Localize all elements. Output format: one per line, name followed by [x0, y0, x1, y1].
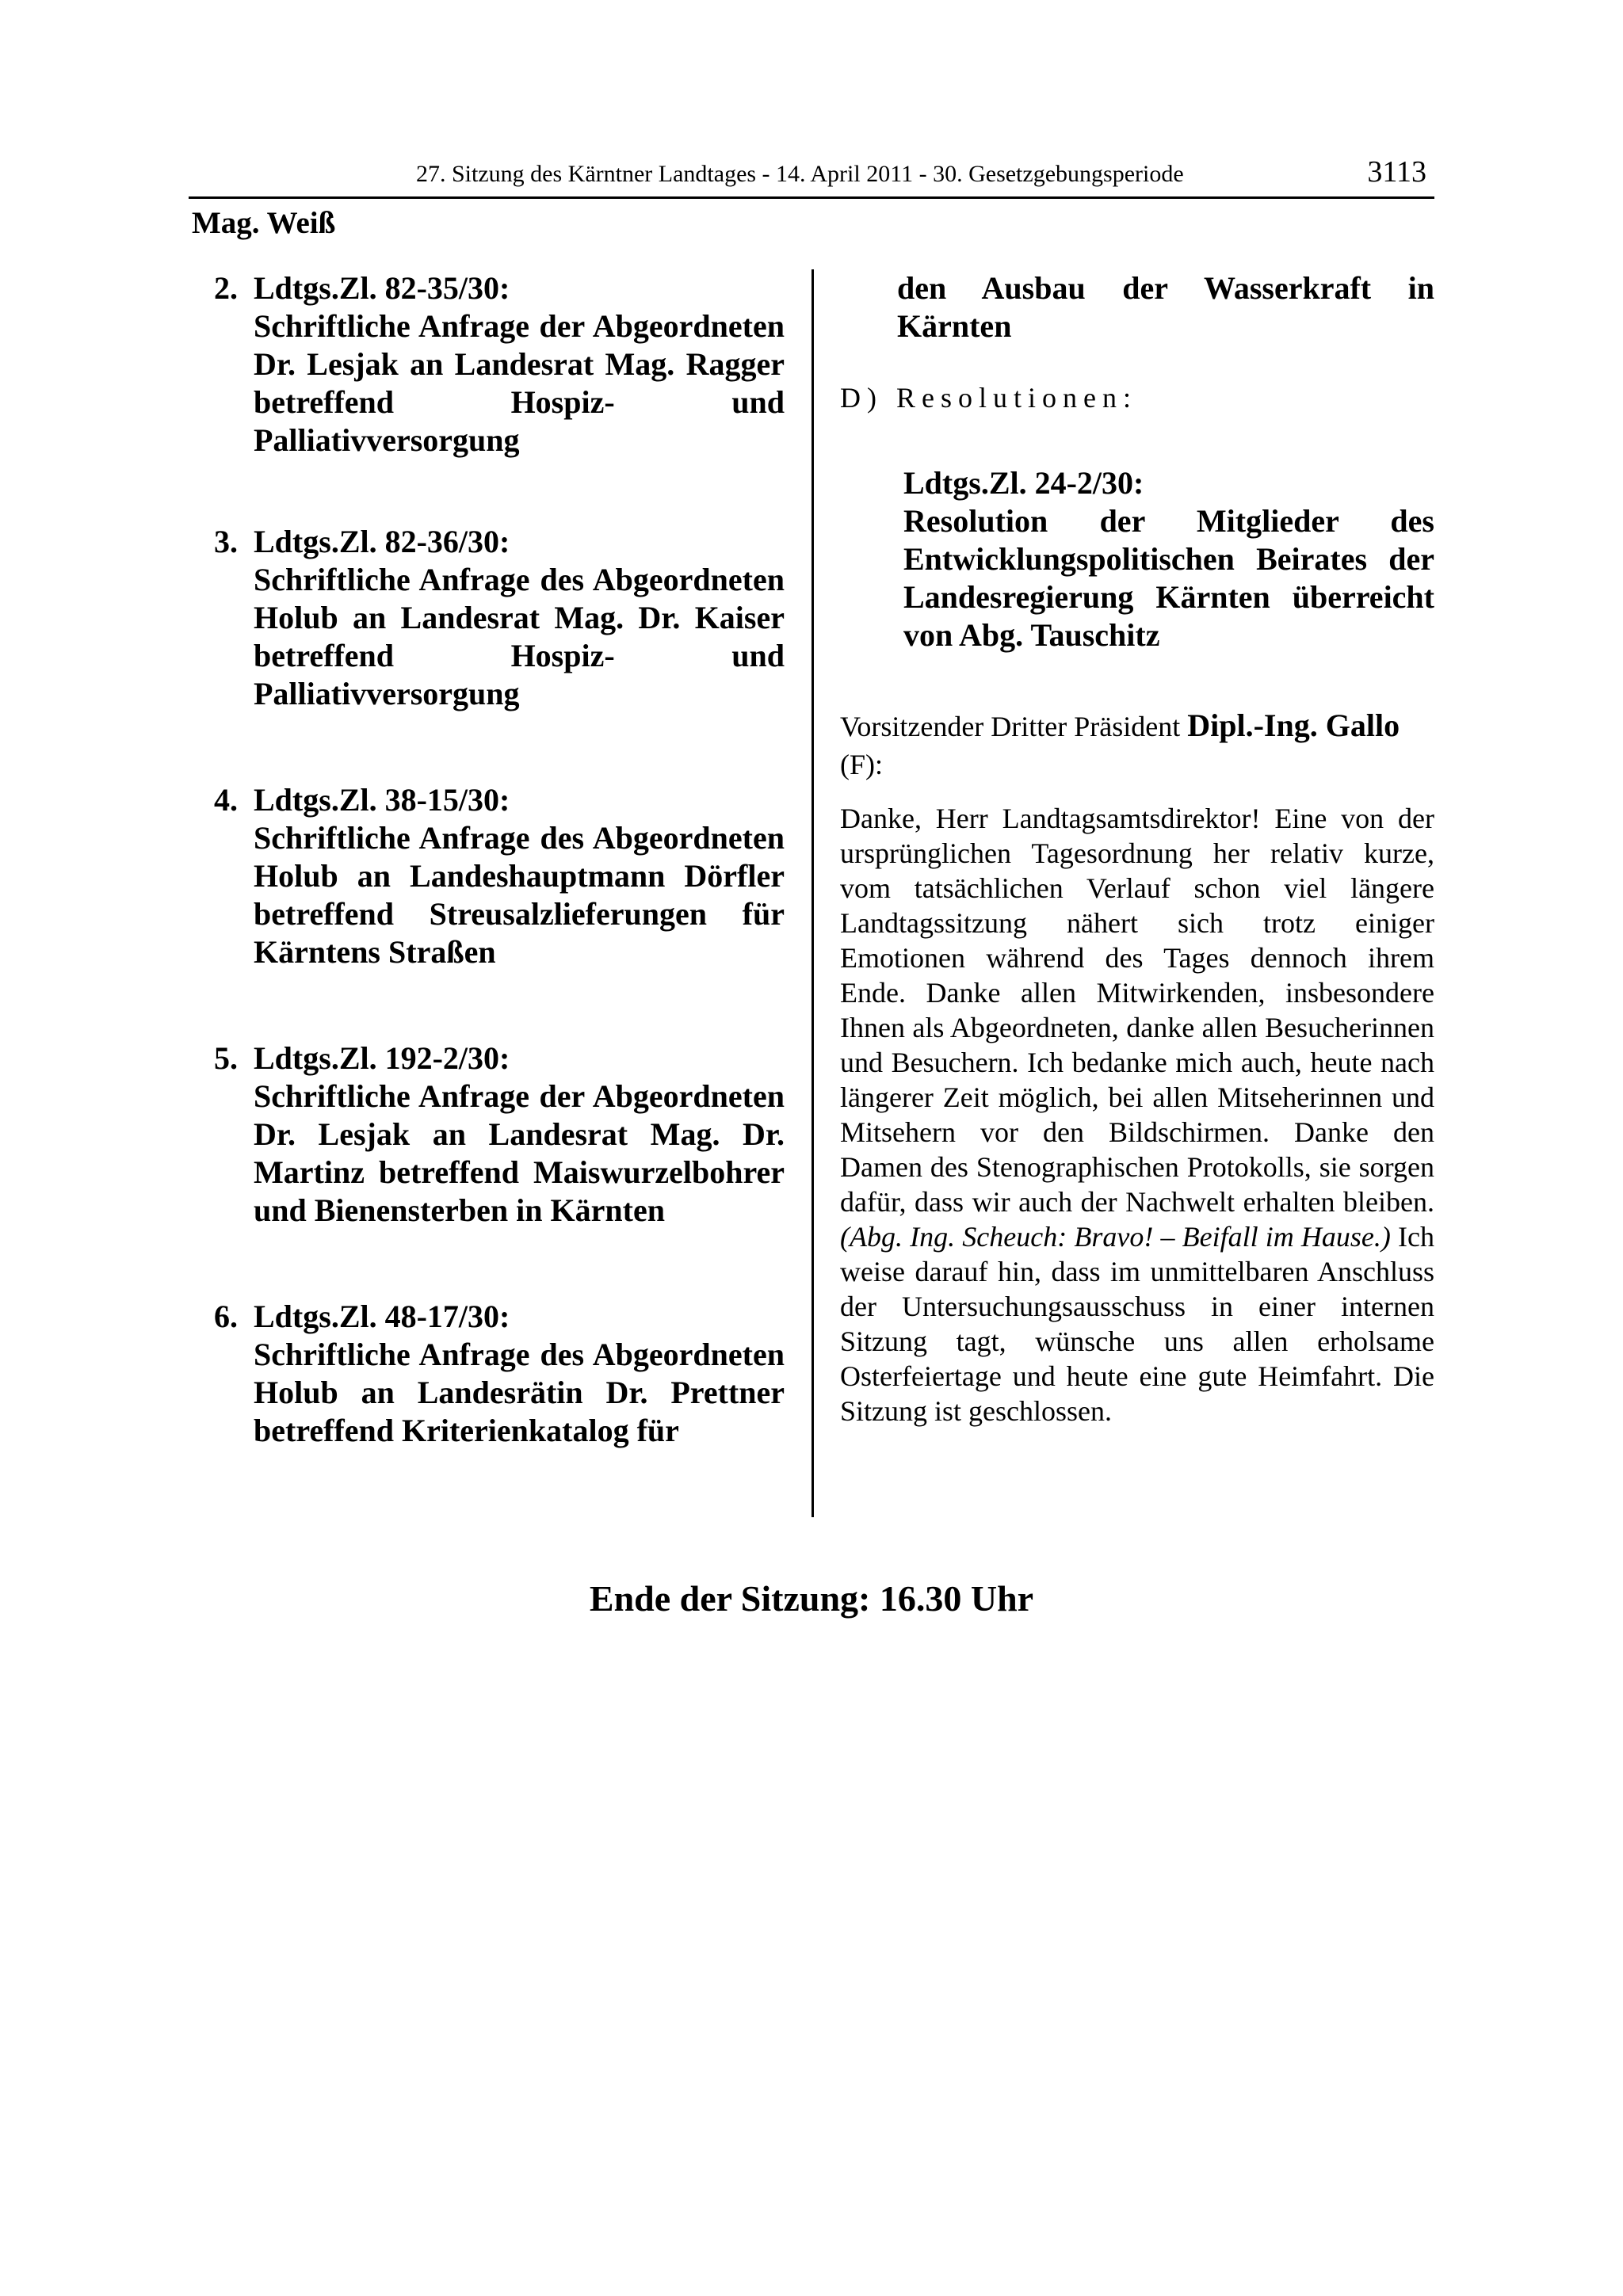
- item-ref: Ldtgs.Zl. 82-35/30:: [254, 270, 510, 306]
- running-speaker-head: Mag. Weiß: [192, 206, 336, 240]
- resolution-item: [840, 464, 1434, 654]
- list-item: [214, 269, 785, 460]
- item-number: 2.: [214, 270, 238, 306]
- item-number: 4.: [214, 782, 238, 818]
- list-item: [214, 1298, 785, 1450]
- list-item: [214, 1039, 785, 1230]
- item-ref: Ldtgs.Zl. 48-17/30:: [254, 1299, 510, 1334]
- resolution-ref: Ldtgs.Zl. 24-2/30:: [903, 465, 1144, 501]
- item-number: 5.: [214, 1040, 238, 1076]
- item-ref: Ldtgs.Zl. 38-15/30:: [254, 782, 510, 818]
- item-text: Schriftliche Anfrage des Abgeordneten Holub an Landesrat Mag. Dr. Kaiser betreffend Hospiz- und Palliativversorgung: [254, 562, 785, 711]
- page-number: 3113: [1367, 155, 1426, 189]
- item-text: Schriftliche Anfrage der Abgeordneten Dr. Lesjak an Landesrat Mag. Ragger betreffend Hospiz- und Palliativversorgung: [254, 308, 785, 458]
- right-column: [840, 269, 1434, 1428]
- list-item: [214, 781, 785, 971]
- item-text: Schriftliche Anfrage des Abgeordneten Holub an Landesrätin Dr. Prettner betreffend Kriterienkatalog für: [254, 1337, 785, 1448]
- column-divider: [812, 269, 814, 1517]
- session-end-line: Ende der Sitzung: 16.30 Uhr: [589, 1578, 1034, 1619]
- speech-text-continued: Ich weise darauf hin, dass im unmittelbaren Anschluss der Untersuchungsausschuss in einer internen Sitzung tagt, wünsche uns allen erholsame Osterfeiertage und heute eine gute Heimfahrt. Die Sitzung ist geschlossen.: [840, 1221, 1434, 1427]
- interjection: (Abg. Ing. Scheuch: Bravo! – Beifall im Hause.): [840, 1221, 1391, 1253]
- speaker-name: Dipl.-Ing. Gallo: [1187, 707, 1400, 743]
- item-ref: Ldtgs.Zl. 192-2/30:: [254, 1040, 510, 1076]
- resolution-text: Resolution der Mitglieder des Entwicklungspolitischen Beirates der Landesregierung Kärnten überreicht von Abg. Tauschitz: [903, 503, 1434, 653]
- item-text: Schriftliche Anfrage des Abgeordneten Holub an Landeshauptmann Dörfler betreffend Streusalzlieferungen für Kärntens Straßen: [254, 820, 785, 970]
- speaker-line: [840, 707, 1434, 784]
- item-number: 6.: [214, 1299, 238, 1334]
- item-text: Schriftliche Anfrage der Abgeordneten Dr. Lesjak an Landesrat Mag. Dr. Martinz betreffend Maiswurzelbohrer und Bienensterben in Kärnten: [254, 1078, 785, 1228]
- continued-item-text: den Ausbau der Wasserkraft in Kärnten: [897, 270, 1434, 344]
- speaker-party: (F):: [840, 749, 883, 780]
- section-heading: D) Resolutionen:: [840, 382, 1137, 414]
- speech-paragraph: [840, 801, 1434, 1428]
- left-column: [214, 269, 785, 1450]
- item-number: 3.: [214, 524, 238, 559]
- header-rule: [189, 196, 1434, 199]
- item-ref: Ldtgs.Zl. 82-36/30:: [254, 524, 510, 559]
- session-header: 27. Sitzung des Kärntner Landtages - 14. April 2011 - 30. Gesetzgebungsperiode: [416, 161, 1184, 187]
- speaker-role: Vorsitzender Dritter Präsident: [840, 711, 1181, 742]
- continued-item: [840, 269, 1434, 345]
- speech-text: Danke, Herr Landtagsamtsdirektor! Eine von der ursprünglichen Tagesordnung her relativ kurze, vom tatsächlichen Verlauf schon viel längere Landtagssitzung nähert sich trotz einiger Emotionen während des Tages dennoch ihrem Ende. Danke allen Mitwirkenden, insbesondere Ihnen als Abgeordneten, danke allen Besucherinnen und Besuchern. Ich bedanke mich auch, heute nach längerer Zeit möglich, bei allen Mitseherinnen und Mitsehern vor den Bildschirmen. Danke den Damen des Stenographischen Protokolls, sie sorgen dafür, dass wir auch der Nachwelt erhalten bleiben.: [840, 803, 1434, 1218]
- list-item: [214, 523, 785, 713]
